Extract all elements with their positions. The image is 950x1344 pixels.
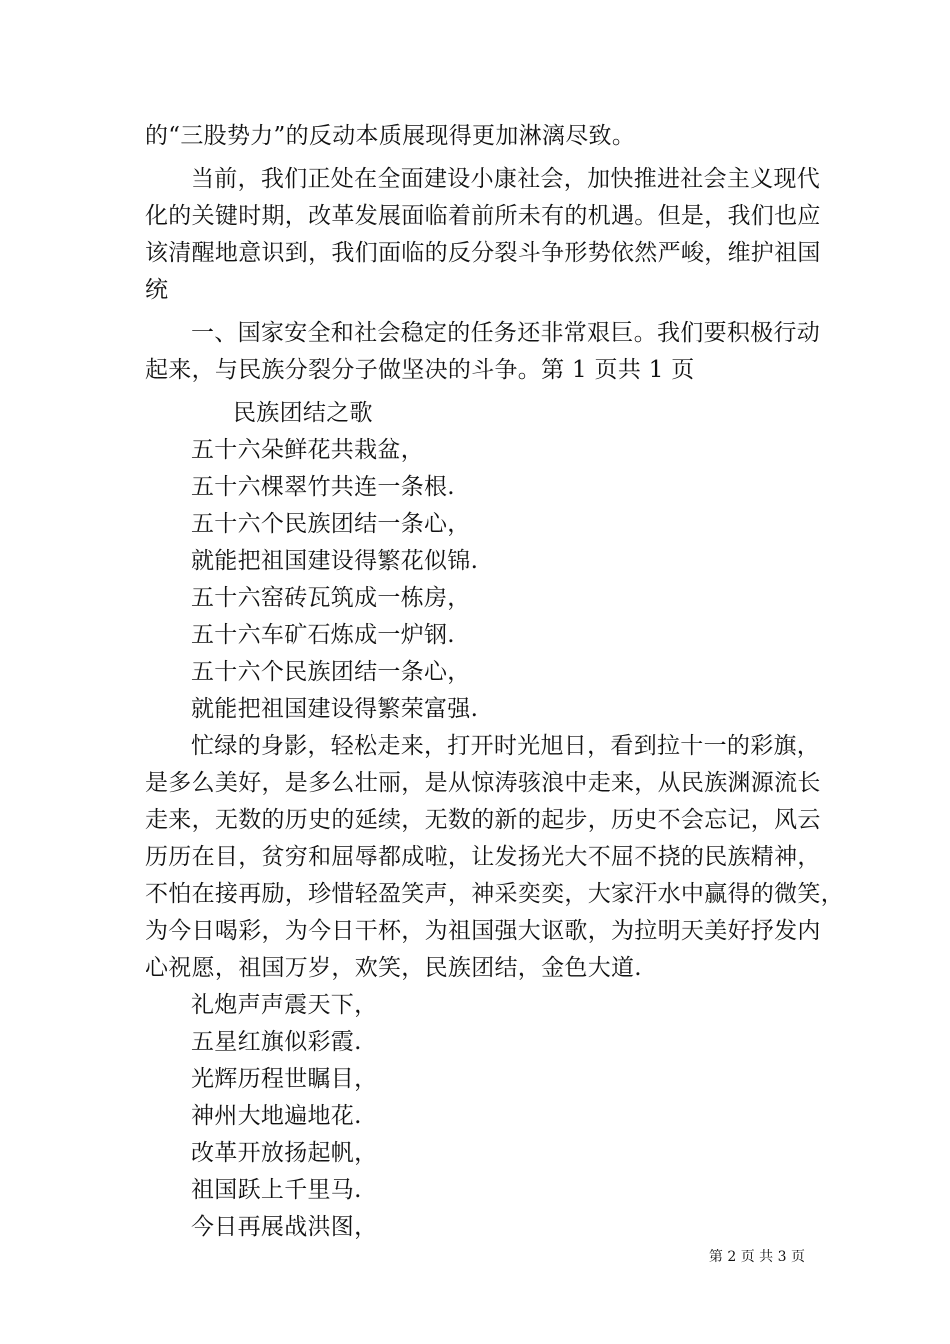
section-title: 民族团结之歌 <box>233 400 373 426</box>
text-line: 该清醒地意识到，我们面临的反分裂斗争形势依然严峻，维护祖国 <box>145 240 821 266</box>
page-number-footer: 第 2 页 共 3 页 <box>708 1249 805 1265</box>
text-line: 历历在目，贫穷和屈辱都成啦，让发扬光大不屈不挠的民族精神， <box>145 844 821 870</box>
poem-line: 五十六个民族团结一条心， <box>191 659 471 685</box>
poem-line: 五十六车矿石炼成一炉钢. <box>191 622 455 648</box>
poem-line: 就能把祖国建设得繁花似锦. <box>191 548 479 574</box>
poem-line: 今日再展战洪图， <box>191 1214 378 1240</box>
text-line: 是多么美好，是多么壮丽，是从惊涛骇浪中走来，从民族渊源流长 <box>145 770 821 796</box>
text-line: 忙绿的身影，轻松走来，打开时光旭日，看到拉十一的彩旗， <box>191 733 821 759</box>
poem-line: 就能把祖国建设得繁荣富强. <box>191 696 479 722</box>
text-line: 统 <box>145 277 169 303</box>
text-line: 当前，我们正处在全面建设小康社会，加快推进社会主义现代 <box>191 166 821 192</box>
poem-line: 五十六棵翠竹共连一条根. <box>191 474 455 500</box>
text-line: 不怕在接再励，珍惜轻盈笑声，神采奕奕，大家汗水中赢得的微笑， <box>145 881 844 907</box>
poem-line: 五十六朵鲜花共栽盆， <box>191 437 424 463</box>
text-line: 起来，与民族分裂分子做坚决的斗争。第 1 页共 1 页 <box>145 357 695 383</box>
text-line: 心祝愿，祖国万岁，欢笑，民族团结，金色大道. <box>145 955 642 981</box>
text-line: 化的关键时期，改革发展面临着前所未有的机遇。但是，我们也应 <box>145 203 821 229</box>
poem-line: 神州大地遍地花. <box>191 1103 362 1129</box>
document-body <box>145 118 844 1246</box>
text-line: 走来，无数的历史的延续，无数的新的起步，历史不会忘记，风云 <box>145 807 821 833</box>
poem-line: 五十六个民族团结一条心， <box>191 511 471 537</box>
poem-line: 礼炮声声震天下， <box>191 992 378 1018</box>
poem-line: 改革开放扬起帆， <box>191 1140 378 1166</box>
text-line: 的“三股势力”的反动本质展现得更加淋漓尽致。 <box>145 123 636 149</box>
poem-line: 五十六窑砖瓦筑成一栋房， <box>191 585 471 611</box>
poem-line: 祖国跃上千里马. <box>191 1177 362 1203</box>
text-line: 一、国家安全和社会稳定的任务还非常艰巨。我们要积极行动 <box>191 320 821 346</box>
poem-line: 光辉历程世瞩目， <box>191 1066 378 1092</box>
text-line: 为今日喝彩，为今日干杯，为祖国强大讴歌，为拉明天美好抒发内 <box>145 918 821 944</box>
poem-line: 五星红旗似彩霞. <box>191 1029 362 1055</box>
